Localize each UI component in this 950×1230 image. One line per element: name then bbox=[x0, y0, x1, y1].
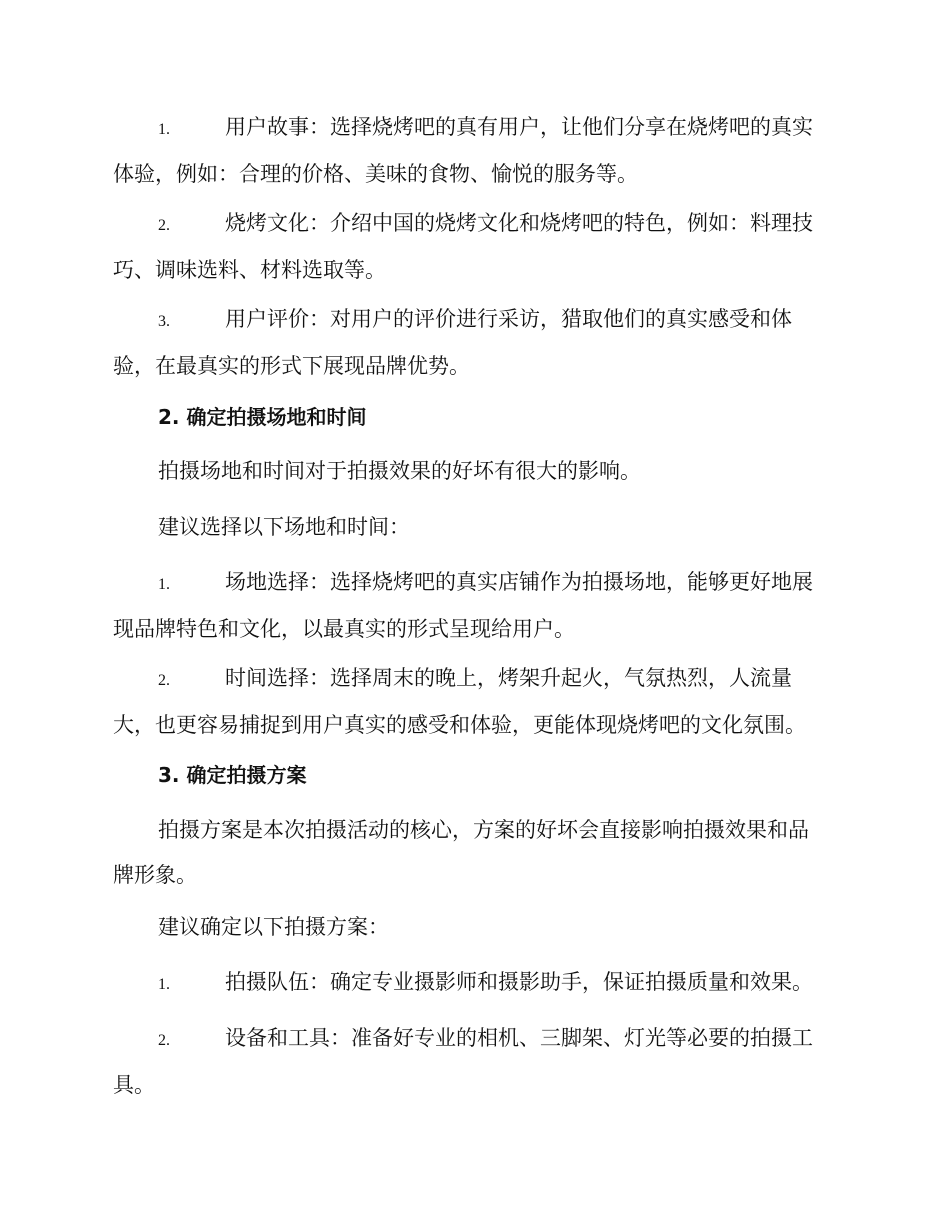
paragraph bbox=[113, 505, 835, 550]
paragraph-text: 拍摄场地和时间对于拍摄效果的好坏有很大的影响。 bbox=[158, 459, 641, 483]
list-item-continuation: 具。 bbox=[113, 1073, 155, 1097]
section-heading-text: 2. 确定拍摄场地和时间 bbox=[158, 405, 367, 429]
paragraph bbox=[113, 905, 835, 950]
section-heading-text: 3. 确定拍摄方案 bbox=[158, 763, 307, 787]
list-number: 1. bbox=[158, 576, 170, 593]
list-number: 1. bbox=[158, 976, 170, 993]
list-item-text: 烧烤文化：介绍中国的烧烤文化和烧烤吧的特色，例如：料理技 bbox=[225, 211, 813, 235]
list-number: 1. bbox=[158, 121, 170, 138]
list-item-text: 时间选择：选择周末的晚上，烤架升起火，气氛热烈，人流量 bbox=[225, 666, 792, 690]
section-heading bbox=[113, 395, 835, 440]
list-item-text: 用户故事：选择烧烤吧的真有用户，让他们分享在烧烤吧的真实 bbox=[225, 115, 813, 139]
list-item bbox=[113, 960, 835, 1007]
paragraph-text: 建议选择以下场地和时间： bbox=[158, 515, 410, 539]
list-item-text: 场地选择：选择烧烤吧的真实店铺作为拍摄场地，能够更好地展 bbox=[225, 570, 813, 594]
list-item bbox=[113, 105, 835, 197]
list-item-text: 设备和工具：准备好专业的相机、三脚架、灯光等必要的拍摄工 bbox=[225, 1026, 813, 1050]
list-item bbox=[113, 656, 835, 748]
list-item bbox=[113, 1016, 835, 1108]
list-item-text: 拍摄队伍：确定专业摄影师和摄影助手，保证拍摄质量和效果。 bbox=[225, 970, 813, 994]
list-item-text: 用户评价：对用户的评价进行采访，猎取他们的真实感受和体 bbox=[225, 307, 792, 331]
list-item-continuation: 现品牌特色和文化，以最真实的形式呈现给用户。 bbox=[113, 617, 575, 641]
paragraph bbox=[113, 449, 835, 494]
list-number: 2. bbox=[158, 1032, 170, 1049]
paragraph-text: 建议确定以下拍摄方案： bbox=[158, 915, 389, 939]
list-item-continuation: 体验，例如：合理的价格、美味的食物、愉悦的服务等。 bbox=[113, 162, 638, 186]
list-item bbox=[113, 297, 835, 389]
list-item bbox=[113, 201, 835, 293]
list-item-continuation: 大，也更容易捕捉到用户真实的感受和体验，更能体现烧烤吧的文化氛围。 bbox=[113, 713, 806, 737]
list-number: 2. bbox=[158, 217, 170, 234]
list-item-continuation: 验，在最真实的形式下展现品牌优势。 bbox=[113, 354, 470, 378]
paragraph-text: 拍摄方案是本次拍摄活动的核心，方案的好坏会直接影响拍摄效果和品 bbox=[158, 818, 809, 842]
list-item-continuation: 巧、调味选料、材料选取等。 bbox=[113, 258, 386, 282]
paragraph bbox=[113, 808, 835, 898]
list-item bbox=[113, 560, 835, 652]
list-number: 3. bbox=[158, 313, 170, 330]
section-heading bbox=[113, 753, 835, 798]
paragraph-continuation: 牌形象。 bbox=[113, 863, 197, 887]
list-number: 2. bbox=[158, 672, 170, 689]
